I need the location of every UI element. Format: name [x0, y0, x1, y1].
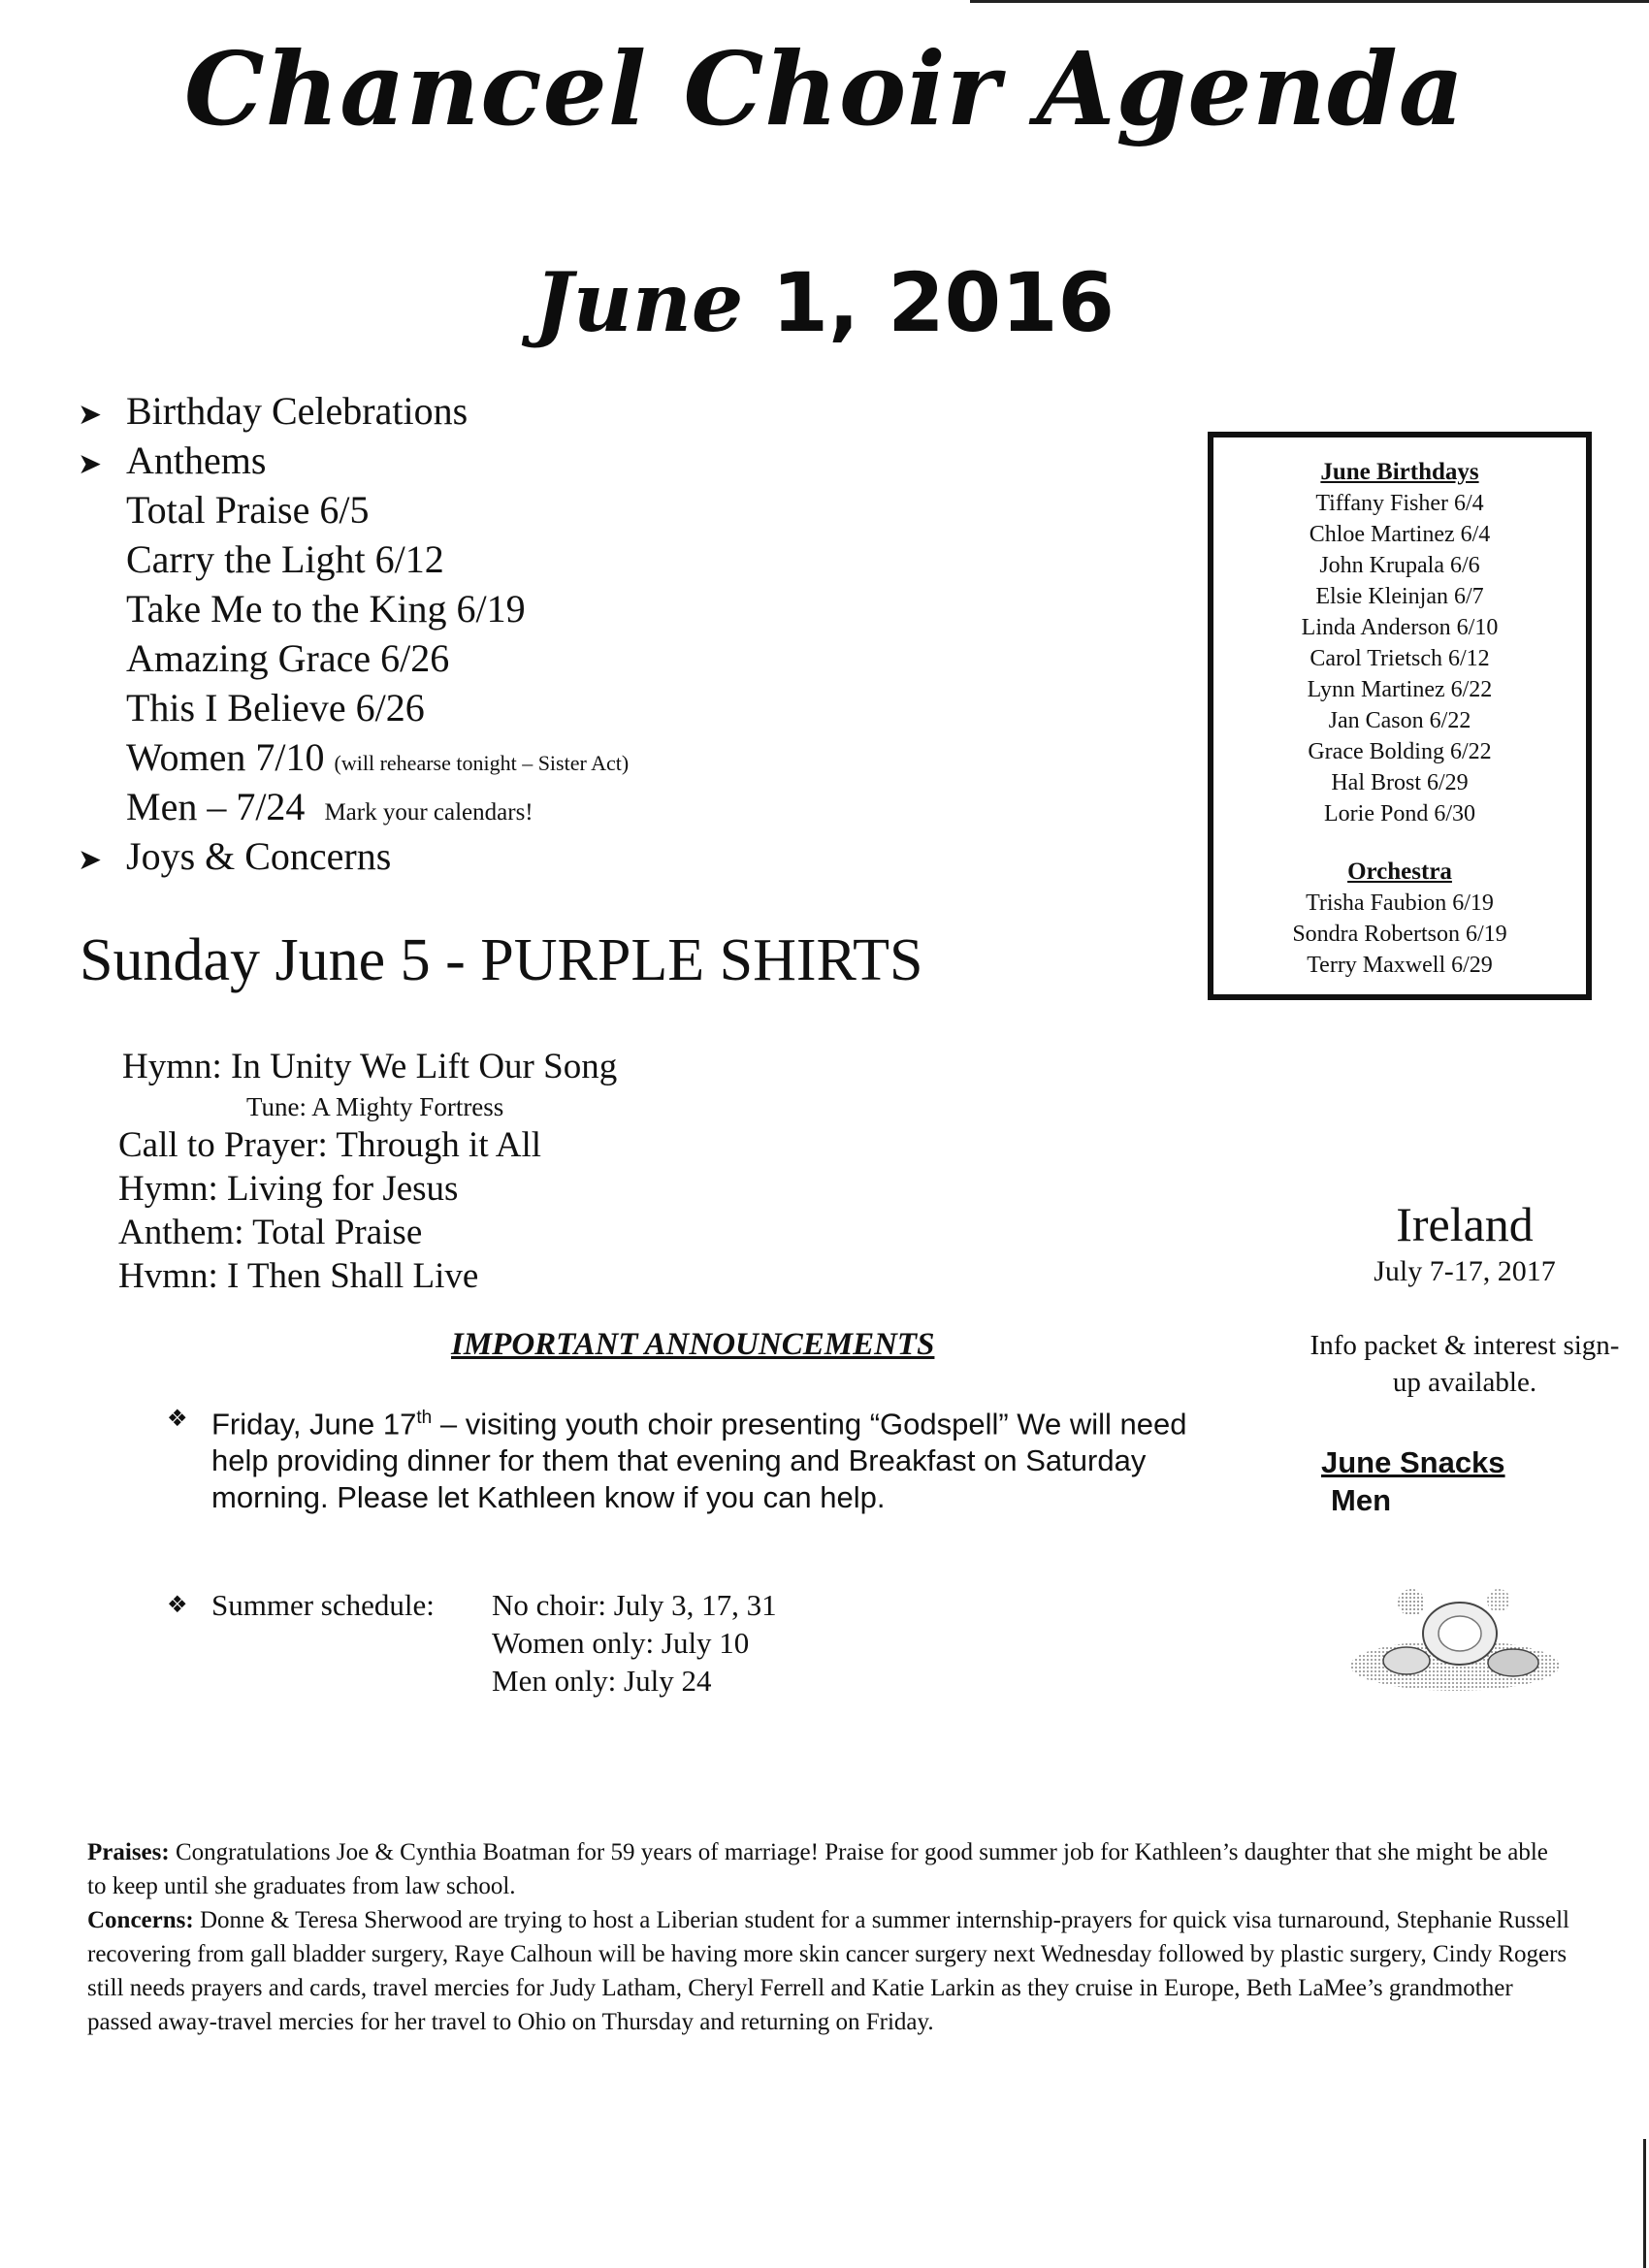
anthem-item: Amazing Grace 6/26 — [126, 636, 450, 680]
four-diamond-bullet-icon: ❖ — [167, 1591, 188, 1618]
agenda-item-label: Joys & Concerns — [126, 834, 392, 878]
birthday-entry: Jan Cason 6/22 — [1328, 708, 1471, 733]
anthem-women-note: (will rehearse tonight – Sister Act) — [334, 751, 630, 775]
scan-edge-right — [1643, 2139, 1646, 2268]
orchestra-entry: Terry Maxwell 6/29 — [1307, 953, 1493, 978]
birthdays-heading: June Birthdays — [1320, 459, 1479, 485]
announcements-heading: IMPORTANT ANNOUNCEMENTS — [451, 1327, 935, 1362]
anthem-men — [78, 782, 1164, 831]
announcement-friday — [167, 1400, 1195, 1516]
summer-line: Women only: July 10 — [492, 1626, 750, 1660]
agenda-item-label: Anthems — [126, 438, 267, 482]
praises-concerns — [87, 1835, 1571, 2039]
agenda-list — [78, 386, 1164, 881]
orchestra-entry: Sondra Robertson 6/19 — [1292, 922, 1507, 947]
birthday-entry: Tiffany Fisher 6/4 — [1315, 491, 1484, 516]
concerns-paragraph — [87, 1903, 1571, 2039]
agenda-date — [0, 254, 1649, 351]
service-hymn: Hvmn: I Then Shall Live — [118, 1256, 479, 1296]
four-diamond-bullet-icon: ❖ — [167, 1405, 188, 1432]
service-anthem: Anthem: Total Praise — [118, 1213, 423, 1252]
friday-rest: – visiting youth choir presenting “Godspell” We will need help providing dinner for them that evening and Breakfast on Saturday morning. Please let Kathleen know if you can help. — [211, 1407, 1187, 1515]
arrowhead-bullet-icon: ➤ — [78, 447, 103, 481]
concerns-text: Donne & Teresa Sherwood are trying to host a Liberian student for a summer internship-prayers for quick visa turnaround, Stephanie Russell recovering from gall bladder surgery, Raye Calhoun will be having more skin cancer surgery next Wednesday followed by plastic surgery, Cindy Rogers still needs prayers and cards, travel mercies for Judy Latham, Cheryl Ferrell and Katie Larkin as they cruise in Europe, Beth LaMee’s grandmother passed away-travel mercies for her travel to Ohio on Thursday and returning on Friday. — [87, 1907, 1569, 2035]
service-tune: Tune: A Mighty Fortress — [246, 1092, 504, 1121]
arrowhead-bullet-icon: ➤ — [78, 398, 103, 432]
sunday-heading: Sunday June 5 - PURPLE SHIRTS — [80, 927, 923, 993]
birthday-entry: Lynn Martinez 6/22 — [1307, 677, 1493, 702]
snacks-block — [1321, 1443, 1505, 1519]
birthday-entry: Elsie Kleinjan 6/7 — [1315, 584, 1484, 609]
birthday-entry: Grace Bolding 6/22 — [1308, 739, 1492, 764]
scan-edge-top — [970, 0, 1649, 3]
arrowhead-bullet-icon: ➤ — [78, 843, 103, 877]
announcement-friday-text — [167, 1400, 1195, 1516]
anthem-item: Take Me to the King 6/19 — [126, 587, 526, 631]
anthem-item: Total Praise 6/5 — [126, 488, 370, 532]
anthem-women — [78, 732, 1164, 782]
date-month: June — [534, 254, 744, 350]
agenda-item-label: Birthday Celebrations — [126, 389, 469, 433]
snacks-heading: June Snacks — [1321, 1445, 1505, 1479]
snacks-clipart-icon — [1343, 1573, 1567, 1700]
anthem-women-label: Women 7/10 — [126, 735, 325, 779]
anthem-item: Carry the Light 6/12 — [126, 537, 444, 581]
service-order — [118, 1046, 995, 1299]
snacks-provider: Men — [1331, 1483, 1391, 1517]
friday-sup: th — [416, 1408, 433, 1428]
date-day-year: 1, 2016 — [743, 255, 1115, 350]
ireland-info: Info packet & interest sign-up available. — [1310, 1330, 1620, 1398]
service-hymn: Hymn: Living for Jesus — [118, 1169, 459, 1209]
praises-label: Praises: — [87, 1839, 170, 1865]
praises-text: Congratulations Joe & Cynthia Boatman for 59 years of marriage! Praise for good summer job for Kathleen’s daughter that she might be able to keep until she graduates from law school. — [87, 1839, 1548, 1899]
anthem-item: This I Believe 6/26 — [126, 686, 425, 729]
birthdays-box — [1208, 432, 1592, 1000]
orchestra-entry: Trisha Faubion 6/19 — [1306, 891, 1494, 916]
birthday-entry: Lorie Pond 6/30 — [1324, 801, 1475, 826]
concerns-label: Concerns: — [87, 1907, 194, 1933]
summer-line: Men only: July 24 — [492, 1664, 712, 1698]
birthday-entry: Hal Brost 6/29 — [1331, 770, 1469, 795]
ireland-trip — [1300, 1195, 1630, 1290]
page-title: Chancel Choir Agenda — [183, 29, 1466, 148]
ireland-title: Ireland — [1396, 1197, 1534, 1251]
orchestra-heading: Orchestra — [1347, 859, 1452, 885]
spacer — [1213, 829, 1586, 857]
summer-schedule — [492, 1586, 777, 1700]
anthem-men-label: Men – 7/24 — [126, 785, 306, 828]
birthday-entry: Carol Trietsch 6/12 — [1310, 646, 1490, 671]
summer-label: Summer schedule: — [211, 1588, 435, 1622]
agenda-item — [78, 386, 1164, 436]
ireland-dates: July 7-17, 2017 — [1374, 1255, 1556, 1287]
birthday-entry: John Krupala 6/6 — [1319, 553, 1480, 578]
praises-paragraph — [87, 1835, 1571, 1903]
anthem-men-note: Mark your calendars! — [324, 799, 534, 826]
service-call-to-prayer: Call to Prayer: Through it All — [118, 1125, 542, 1165]
agenda-item — [78, 436, 1164, 485]
birthday-entry: Chloe Martinez 6/4 — [1309, 522, 1491, 547]
summer-line: No choir: July 3, 17, 31 — [492, 1588, 777, 1622]
service-hymn: Hymn: In Unity We Lift Our Song — [122, 1047, 618, 1086]
agenda-item — [78, 831, 1164, 881]
birthday-entry: Linda Anderson 6/10 — [1301, 615, 1499, 640]
friday-lead: Friday, June 17 — [211, 1407, 417, 1442]
